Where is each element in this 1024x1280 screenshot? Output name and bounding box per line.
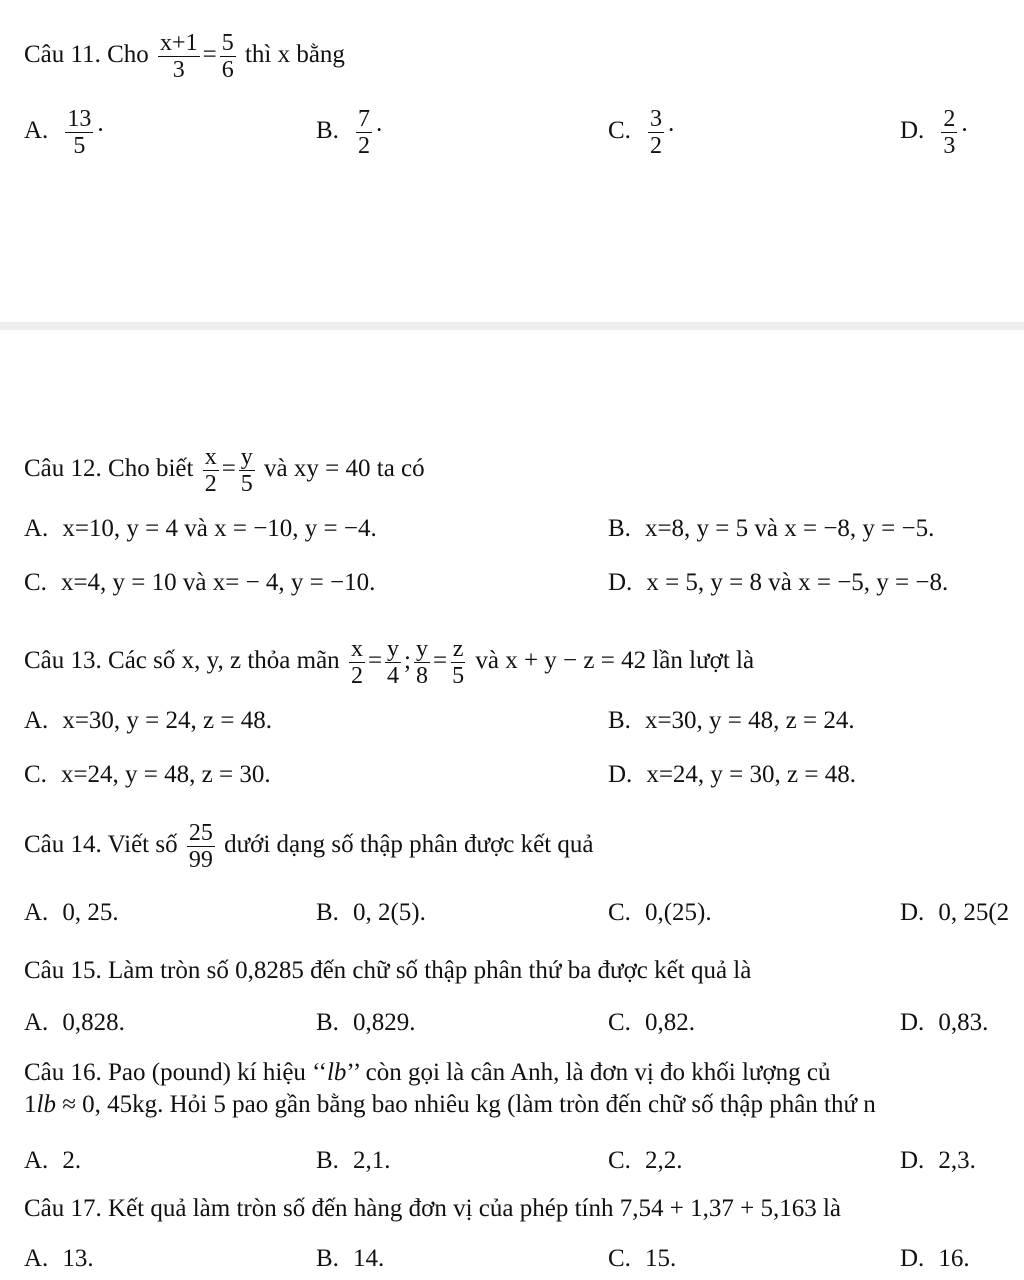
question-11-stem: Câu 11. Cho $\frac{x+1}{3}$ = $\frac{5}{6}$ thì x bằng (24, 30, 345, 83)
q15-option-c[interactable]: C. 0,82. (608, 1009, 695, 1036)
q11-option-b[interactable]: B. $\frac{7}{2}$ · (316, 106, 384, 159)
q16-option-c[interactable]: C. 2,2. (608, 1147, 683, 1174)
q13-option-d[interactable]: D. x=24, y = 30, z = 48. (608, 761, 856, 788)
q15-option-d[interactable]: D. 0,83. (900, 1009, 989, 1036)
q16-option-a[interactable]: A. 2. (24, 1147, 82, 1174)
question-12-stem: Câu 12. Cho biết $\frac{x}{2}$ = $\frac{y}{5}$ và xy = 40 ta có (24, 444, 425, 497)
q16-option-d[interactable]: D. 2,3. (900, 1147, 976, 1174)
q14-option-b[interactable]: B. 0, 2(5). (316, 899, 426, 926)
q11-option-d[interactable]: D. $\frac{2}{3}$ · (900, 106, 969, 159)
q14-option-a[interactable]: A. 0, 25. (24, 899, 119, 926)
q11-option-c[interactable]: C. $\frac{3}{2}$ · (608, 106, 676, 159)
question-17-stem: Câu 17. Kết quả làm tròn số đến hàng đơn vị của phép tính 7,54 + 1,37 + 5,163 là (24, 1195, 841, 1222)
q14-option-c[interactable]: C. 0,(25). (608, 899, 712, 926)
q12-option-c[interactable]: C. x=4, y = 10 và x= − 4, y = −10. (24, 569, 376, 596)
fraction: $\frac{x+1}{3}$ (160, 30, 198, 83)
q12-option-a[interactable]: A. x=10, y = 4 và x = −10, y = −4. (24, 515, 377, 542)
q17-option-b[interactable]: B. 14. (316, 1245, 385, 1272)
q17-option-d[interactable]: D. 16. (900, 1245, 970, 1272)
question-11-prefix: Câu 11. Cho (24, 41, 149, 69)
q15-option-a[interactable]: A. 0,828. (24, 1009, 125, 1036)
q17-option-c[interactable]: C. 15. (608, 1245, 677, 1272)
question-11-suffix: thì x bằng (244, 41, 345, 69)
q13-option-b[interactable]: B. x=30, y = 48, z = 24. (608, 707, 855, 734)
q12-option-d[interactable]: D. x = 5, y = 8 và x = −5, y = −8. (608, 569, 949, 596)
section-divider (0, 322, 1024, 330)
q13-option-c[interactable]: C. x=24, y = 48, z = 30. (24, 761, 271, 788)
q11-option-a[interactable]: A. $\frac{13}{5}$ · (24, 106, 105, 159)
fraction: $\frac{5}{6}$ (221, 30, 234, 83)
question-16-line-2: 1lb ≈ 0, 45kg. Hỏi 5 pao gần bằng bao nhiêu kg (làm tròn đến chữ số thập phân thứ n (24, 1091, 876, 1118)
q17-option-a[interactable]: A. 13. (24, 1245, 94, 1272)
question-15-stem: Câu 15. Làm tròn số 0,8285 đến chữ số thập phân thứ ba được kết quả là (24, 957, 752, 984)
q12-option-b[interactable]: B. x=8, y = 5 và x = −8, y = −5. (608, 515, 935, 542)
question-14-stem: Câu 14. Viết số $\frac{25}{99}$ dưới dạng số thập phân được kết quả (24, 820, 594, 873)
q16-option-b[interactable]: B. 2,1. (316, 1147, 391, 1174)
q14-option-d[interactable]: D. 0, 25(2 (900, 899, 1010, 926)
q13-option-a[interactable]: A. x=30, y = 24, z = 48. (24, 707, 272, 734)
q15-option-b[interactable]: B. 0,829. (316, 1009, 416, 1036)
question-16-line-1: Câu 16. Pao (pound) kí hiệu ‘‘lb’’ còn gọi là cân Anh, là đơn vị đo khối lượng củ (24, 1059, 831, 1086)
question-13-stem: Câu 13. Các số x, y, z thỏa mãn $\frac{x}{2}$ = $\frac{y}{4}$ ; $\frac{y}{8}$ = $\frac{z}{5}$ và x + y − z = 42 lần lượt là (24, 636, 755, 689)
